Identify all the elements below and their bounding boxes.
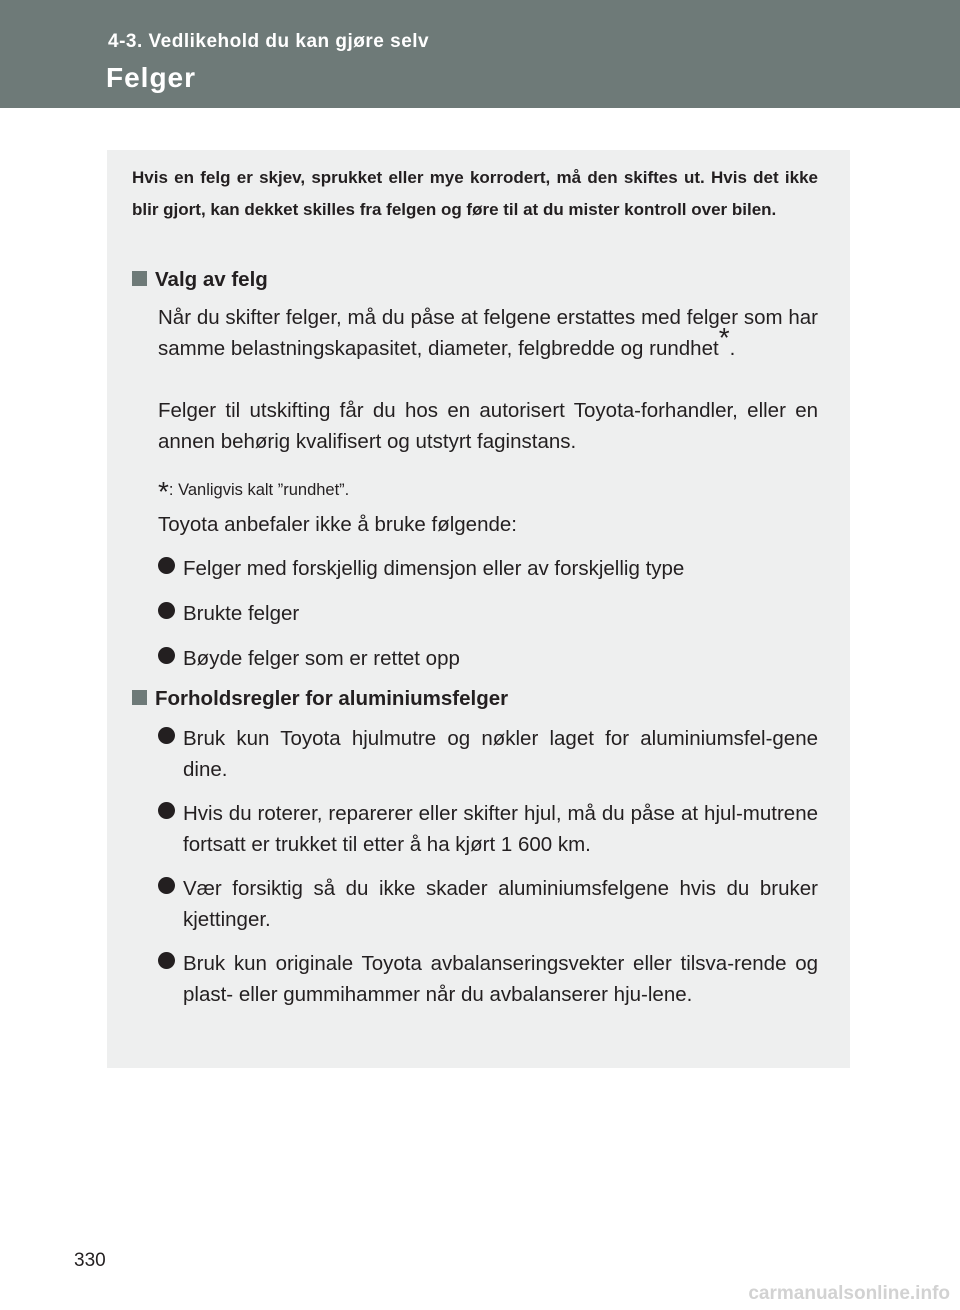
list-item — [158, 873, 818, 935]
list-item — [158, 553, 818, 584]
paragraph-replacement — [158, 302, 818, 364]
recommendation-text: Toyota anbefaler ikke å bruke følgende: — [158, 513, 517, 536]
watermark: carmanualsonline.info — [748, 1283, 950, 1304]
bullet-dot-icon — [158, 557, 175, 574]
paragraph-text: Når du skifter felger, må du påse at felgene erstattes med felger som har samme belastningskapasitet, diameter, felgbredde og rundhet — [158, 306, 818, 360]
list-item — [158, 798, 818, 860]
list-item-text: Brukte felger — [183, 602, 300, 625]
list-item-text: Bruk kun originale Toyota avbalanseringsvekter eller tilsva-rende og plast- eller gummihammer når du avbalanserer hju-lene. — [183, 952, 818, 1006]
paragraph-end: . — [729, 337, 736, 360]
bullet-dot-icon — [158, 647, 175, 664]
bullet-dot-icon — [158, 802, 175, 819]
list-item-text: Hvis du roterer, reparerer eller skifter hjul, må du påse at hjul-mutrene fortsatt er trukket til etter å ha kjørt 1 600 km. — [183, 802, 818, 856]
bullet-dot-icon — [158, 952, 175, 969]
heading-forholdsregler — [132, 687, 508, 711]
list-item-text: Vær forsiktig så du ikke skader aluminiumsfelgene hvis du bruker kjettinger. — [183, 877, 818, 931]
page-header-band — [0, 0, 960, 108]
heading-label: Forholdsregler for aluminiumsfelger — [155, 687, 509, 710]
square-bullet-icon — [132, 271, 147, 286]
list-item-text: Felger med forskjellig dimensjon eller av forskjellig type — [183, 557, 685, 580]
paragraph-dealer: Felger til utskifting får du hos en autorisert Toyota-forhandler, eller en annen behørig kvalifisert og utstyrt faginstans. — [158, 399, 818, 453]
list-item — [158, 723, 818, 785]
section-label: 4-3. Vedlikehold du kan gjøre selv — [108, 31, 430, 52]
list-item-text: Bøyde felger som er rettet opp — [183, 647, 460, 670]
heading-label: Valg av felg — [155, 268, 268, 291]
page-title: Felger — [106, 62, 197, 93]
footnote-text: : Vanligvis kalt ”rundhet”. — [168, 481, 350, 499]
heading-valg-av-felg — [132, 268, 268, 292]
page-number: 330 — [74, 1250, 106, 1271]
square-bullet-icon — [132, 690, 147, 705]
list-item — [158, 948, 818, 1010]
bullet-dot-icon — [158, 877, 175, 894]
asterisk-marker: * — [718, 322, 730, 353]
footnote-marker: * — [158, 476, 169, 507]
list-item — [158, 598, 818, 629]
intro-warning: Hvis en felg er skjev, sprukket eller mye korrodert, må den skiftes ut. Hvis det ikke blir gjort, kan dekket skilles fra felgen og føre til at du mister kontroll over bilen. — [132, 168, 818, 219]
list-item — [158, 643, 818, 674]
footnote — [158, 470, 350, 507]
list-item-text: Bruk kun Toyota hjulmutre og nøkler laget for aluminiumsfel-gene dine. — [183, 727, 818, 781]
bullet-dot-icon — [158, 727, 175, 744]
bullet-dot-icon — [158, 602, 175, 619]
